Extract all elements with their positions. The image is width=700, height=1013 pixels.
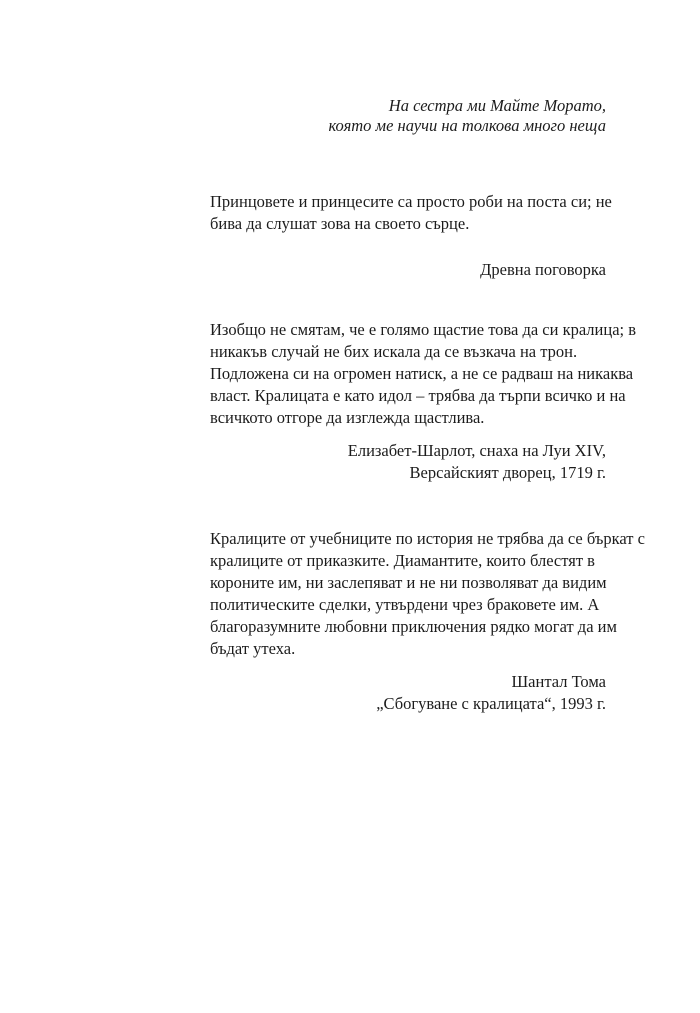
attribution-line: Елизабет-Шарлот, снаха на Луи XIV, [347,441,606,460]
quote-line: кралиците от приказките. Диамантите, които блестят в [210,551,595,570]
attribution-line: „Сбогуване с кралицата“, 1993 г. [376,694,606,713]
quote-line: всичкото отгоре да изглежда щастлива. [210,408,485,427]
attribution-line: Древна поговорка [480,260,606,279]
quote-line: никакъв случай не бих искала да се възкача на трон. [210,342,578,361]
dedication [246,96,606,136]
quote-paragraph [210,319,637,429]
quote-line: Кралиците от учебниците по история не трябва да се бъркат с [210,529,645,548]
quote-line: благоразумните любовни приключения рядко могат да им [210,617,617,636]
quote-paragraph [210,191,610,235]
epigraph-quote [210,191,610,235]
quote-line: власт. Кралицата е като идол – трябва да търпи всичко и на [210,386,626,405]
epigraph-quote [210,319,637,429]
quote-line: политическите сделки, утвърдени чрез браковете им. А [210,595,600,614]
quote-line: короните им, ни заслепяват и не ни позволяват да видим [210,573,607,592]
quote-line: Принцовете и принцесите са просто роби на поста си; не [210,192,612,211]
attribution-line: Версайският дворец, 1719 г. [409,463,606,482]
epigraph-attribution [246,671,606,715]
quote-line: бъдат утеха. [210,639,296,658]
attribution-line: Шантал Тома [511,672,606,691]
quote-line: Изобщо не смятам, че е голямо щастие това да си кралица; в [210,320,637,339]
epigraph-attribution [246,440,606,484]
dedication-line: която ме научи на толкова много неща [328,116,606,135]
epigraph-quote [210,528,645,660]
epigraph-attribution [246,259,606,281]
quote-line: бива да слушат зова на своето сърце. [210,214,470,233]
quote-line: Подложена си на огромен натиск, а не се радваш на никаква [210,364,634,383]
dedication-line: На сестра ми Майте Морато, [388,96,606,115]
quote-paragraph [210,528,645,660]
